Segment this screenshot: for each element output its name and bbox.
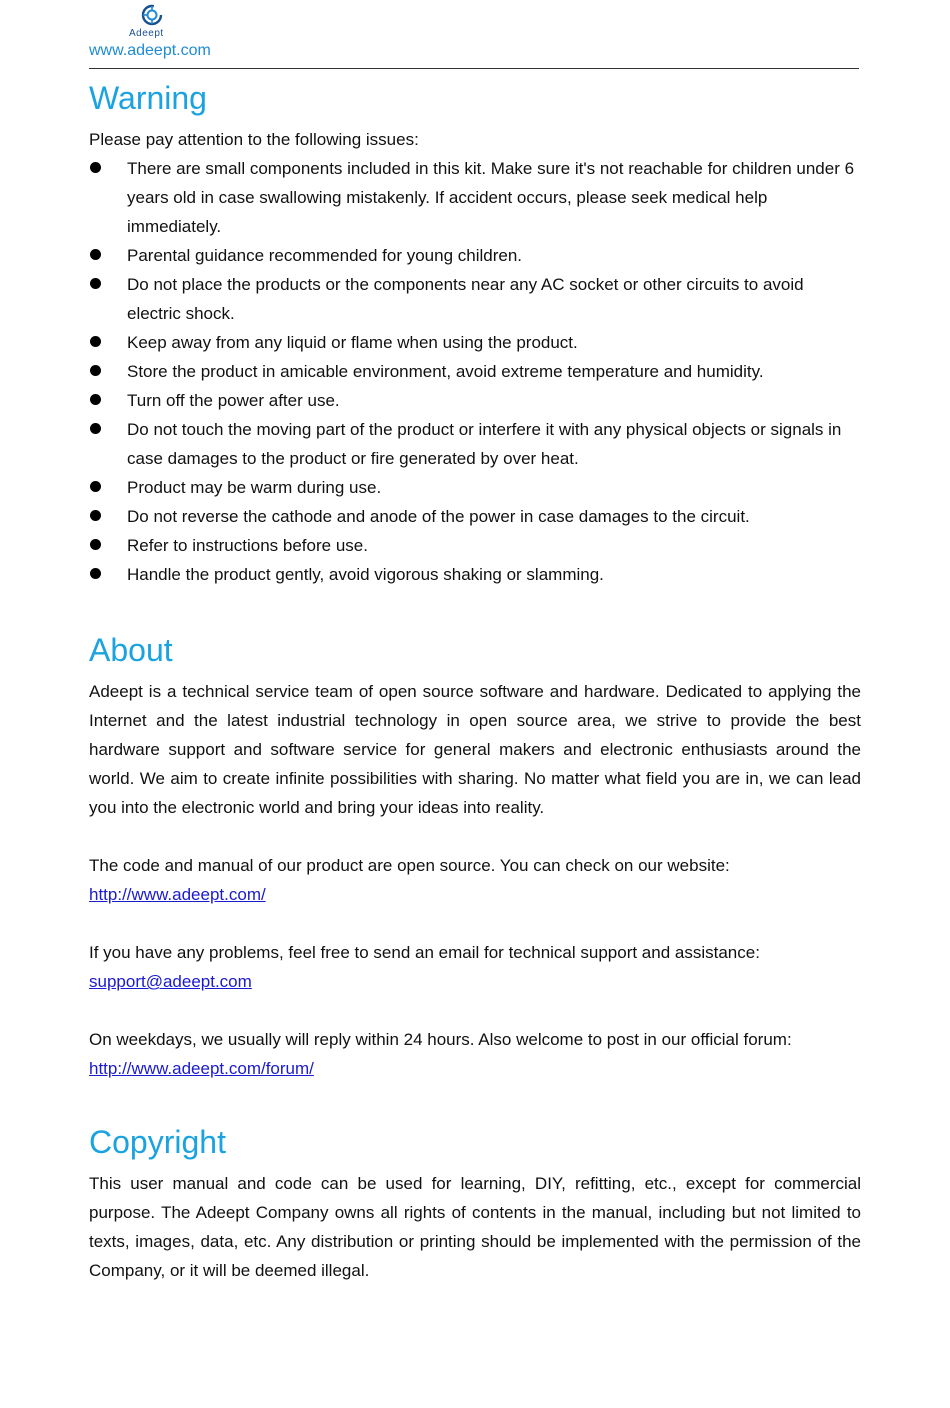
bullet-icon: [90, 568, 101, 579]
bullet-icon: [90, 423, 101, 434]
about-section: [89, 626, 861, 1083]
about-paragraph: Adeept is a technical service team of open source software and hardware. Dedicated to applying the Internet and the latest industrial technology in open source area, we strive to provide the best hardware support and software service for general makers and electronic enthusiasts around the world. We aim to create infinite possibilities with sharing. No matter what field you are in, we can lead you into the electronic world and bring your ideas into reality.: [89, 682, 861, 817]
warning-heading: Warning: [89, 80, 207, 116]
warning-item-text: Store the product in amicable environment, avoid extreme temperature and humidity.: [127, 362, 764, 381]
list-item: [89, 241, 861, 270]
logo-name: Adeept: [129, 28, 164, 39]
page-header: [89, 4, 859, 70]
bullet-icon: [90, 365, 101, 376]
support-email-link[interactable]: support@adeept.com: [89, 972, 252, 991]
bullet-icon: [90, 481, 101, 492]
warning-item-text: Handle the product gently, avoid vigorous shaking or slamming.: [127, 565, 604, 584]
website-link[interactable]: http://www.adeept.com/: [89, 885, 266, 904]
warning-section: [89, 74, 861, 589]
warning-item-text: Do not touch the moving part of the product or interfere it with any physical objects or signals in case damages to the product or fire generated by over heat.: [127, 420, 842, 468]
about-heading: About: [89, 632, 173, 668]
bullet-icon: [90, 336, 101, 347]
copyright-paragraph: This user manual and code can be used for learning, DIY, refitting, etc., except for commercial purpose. The Adeept Company owns all rights of contents in the manual, including but not limited to texts, images, data, etc. Any distribution or printing should be implemented with the permission of the Company, or it will be deemed illegal.: [89, 1174, 861, 1280]
warning-list: [89, 154, 861, 589]
paragraph-spacer: [89, 996, 861, 1025]
list-item: [89, 531, 861, 560]
warning-intro: Please pay attention to the following issues:: [89, 130, 419, 149]
list-item: [89, 328, 861, 357]
website-text: The code and manual of our product are open source. You can check on our website:: [89, 856, 730, 875]
paragraph-spacer: [89, 909, 861, 938]
bullet-icon: [90, 278, 101, 289]
bullet-icon: [90, 394, 101, 405]
list-item: [89, 502, 861, 531]
bullet-icon: [90, 539, 101, 550]
warning-item-text: Do not reverse the cathode and anode of the power in case damages to the circuit.: [127, 507, 750, 526]
warning-item-text: There are small components included in this kit. Make sure it's not reachable for children under 6 years old in case swallowing mistakenly. If accident occurs, please seek medical help immediately.: [127, 159, 855, 236]
email-text: If you have any problems, feel free to send an email for technical support and assistance:: [89, 943, 760, 962]
bullet-icon: [90, 249, 101, 260]
bullet-icon: [90, 162, 101, 173]
list-item: [89, 473, 861, 502]
warning-item-text: Product may be warm during use.: [127, 478, 382, 497]
header-divider: [89, 68, 859, 69]
list-item: [89, 154, 861, 241]
copyright-section: [89, 1118, 861, 1285]
warning-item-text: Refer to instructions before use.: [127, 536, 368, 555]
bullet-icon: [90, 510, 101, 521]
document-body: [89, 74, 861, 1285]
copyright-heading: Copyright: [89, 1124, 226, 1160]
section-spacer: [89, 589, 861, 626]
section-spacer: [89, 1083, 861, 1118]
adeept-logo-icon: [141, 4, 163, 26]
list-item: [89, 386, 861, 415]
warning-item-text: Turn off the power after use.: [127, 391, 340, 410]
list-item: [89, 270, 861, 328]
warning-item-text: Keep away from any liquid or flame when using the product.: [127, 333, 578, 352]
list-item: [89, 415, 861, 473]
paragraph-spacer: [89, 822, 861, 851]
site-url[interactable]: www.adeept.com: [89, 42, 211, 59]
forum-text: On weekdays, we usually will reply within 24 hours. Also welcome to post in our official forum:: [89, 1030, 792, 1049]
warning-item-text: Do not place the products or the components near any AC socket or other circuits to avoid electric shock.: [127, 275, 804, 323]
list-item: [89, 357, 861, 386]
forum-link[interactable]: http://www.adeept.com/forum/: [89, 1059, 314, 1078]
list-item: [89, 560, 861, 589]
warning-item-text: Parental guidance recommended for young children.: [127, 246, 523, 265]
